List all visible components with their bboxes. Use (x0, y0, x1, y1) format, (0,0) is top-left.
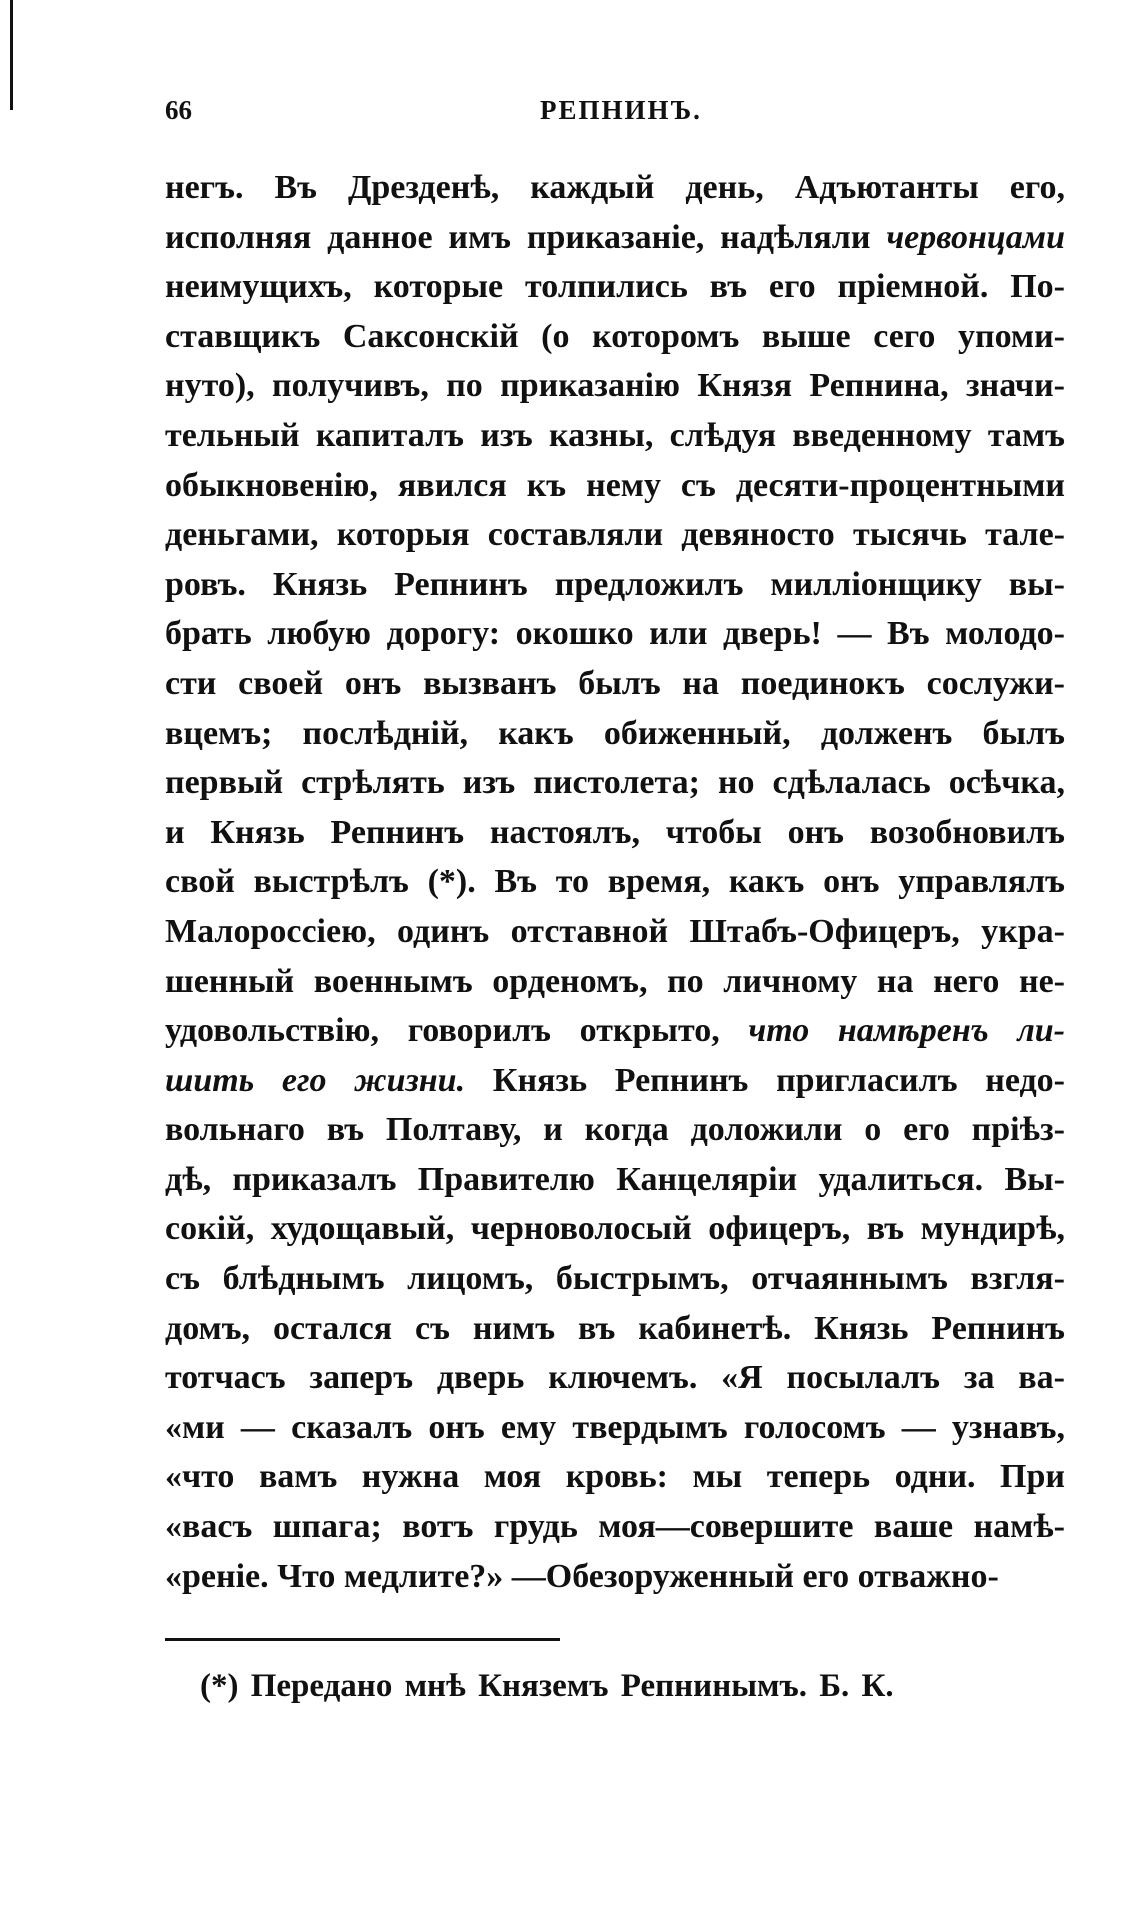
text-line (165, 808, 1065, 858)
text-line (165, 1552, 1065, 1602)
italic-phrase: червонцами (886, 218, 1065, 256)
text-line (165, 1006, 1065, 1056)
text-segment: «ми — сказалъ онъ ему твердымъ голосомъ — узнавъ, (165, 1408, 1065, 1446)
text-segment: Малороссіею, одинъ отставной Штабъ-Офицеръ, укра- (165, 912, 1065, 950)
text-line (165, 411, 1065, 461)
text-segment: сти своей онъ вызванъ былъ на поединокъ сослужи- (165, 664, 1065, 702)
text-segment: дѣ, приказалъ Правителю Канцеляріи удалиться. Вы- (165, 1160, 1065, 1198)
text-line (165, 1155, 1065, 1205)
text-line (165, 213, 1065, 263)
text-line (165, 957, 1065, 1007)
text-segment: шенный военнымъ орденомъ, по личному на него не- (165, 962, 1065, 1000)
text-line (165, 262, 1065, 312)
text-segment: обыкновенію, явился къ нему съ десяти-процентными (165, 466, 1065, 504)
text-line (165, 1204, 1065, 1254)
page-header (165, 95, 1065, 135)
text-line (165, 510, 1065, 560)
text-segment: деньгами, которыя составляли девяносто тысячь тале- (165, 516, 1065, 554)
text-segment: тельный капиталъ изъ казны, слѣдуя введенному тамъ (165, 416, 1065, 454)
page-number: 66 (165, 95, 192, 125)
text-line (165, 1254, 1065, 1304)
text-line (165, 709, 1065, 759)
text-segment: вцемъ; послѣдній, какъ обиженный, долженъ былъ (165, 714, 1065, 752)
text-segment: нуто), получивъ, по приказанію Князя Репнина, значи- (165, 367, 1065, 405)
text-line (165, 560, 1065, 610)
footnote: (*) Передано мнѣ Княземъ Репнинымъ. Б. К. (200, 1668, 894, 1704)
text-line (165, 1353, 1065, 1403)
text-segment: сокій, худощавый, черноволосый офицеръ, въ мундирѣ, (165, 1210, 1065, 1248)
text-segment: ровъ. Князь Репнинъ предложилъ милліонщику вы- (165, 565, 1065, 603)
text-line (165, 1304, 1065, 1354)
text-line (165, 857, 1065, 907)
running-head: РЕПНИНЪ. (540, 95, 702, 125)
italic-phrase: что намѣренъ ли- (748, 1012, 1065, 1050)
text-line (165, 758, 1065, 808)
text-line (165, 361, 1065, 411)
text-line (165, 1056, 1065, 1106)
text-segment: и Князь Репнинъ настоялъ, чтобы онъ возобновилъ (165, 813, 1065, 851)
text-segment: тотчасъ заперъ дверь ключемъ. «Я посылалъ за ва- (165, 1359, 1065, 1397)
text-line (165, 312, 1065, 362)
text-segment: свой выстрѣлъ (*). Въ то время, какъ онъ управлялъ (165, 863, 1065, 901)
text-segment: неимущихъ, которые толпились въ его пріемной. По- (165, 268, 1065, 306)
text-line (165, 609, 1065, 659)
text-line (165, 163, 1065, 213)
text-segment: «реніе. Что медлите?» —Обезоруженный его отважно- (165, 1557, 999, 1595)
text-segment: первый стрѣлять изъ пистолета; но сдѣлалась осѣчка, (165, 764, 1065, 802)
text-segment: брать любую дорогу: окошко или дверь! — Въ молодо- (165, 615, 1065, 653)
text-segment: «васъ шпага; вотъ грудь моя—совершите ваше намѣ- (165, 1508, 1065, 1546)
text-segment: «что вамъ нужна моя кровь: мы теперь одни. При (165, 1458, 1065, 1496)
text-line (165, 659, 1065, 709)
footnote-rule (165, 1638, 560, 1641)
text-line (165, 907, 1065, 957)
text-segment: вольнаго въ Полтаву, и когда доложили о его прiѣз- (165, 1111, 1065, 1149)
italic-phrase: шить его жизни. (165, 1061, 466, 1099)
text-segment: исполняя данное имъ приказаніе, надѣляли (165, 218, 887, 256)
text-line (165, 1452, 1065, 1502)
text-line (165, 1105, 1065, 1155)
text-line (165, 461, 1065, 511)
text-segment: удовольствію, говорилъ открыто, (165, 1012, 749, 1050)
body-text (165, 163, 1065, 1601)
page-edge-border (10, 0, 13, 110)
text-line (165, 1502, 1065, 1552)
text-line (165, 1403, 1065, 1453)
text-segment: съ блѣднымъ лицомъ, быстрымъ, отчаяннымъ взгля- (165, 1260, 1065, 1298)
text-segment: негъ. Въ Дрезденѣ, каждый день, Адъютанты его, (165, 169, 1065, 206)
text-segment: ставщикъ Саксонскій (о которомъ выше сего упоми- (165, 317, 1065, 355)
text-segment: Князь Репнинъ пригласилъ недо- (465, 1061, 1065, 1099)
text-segment: домъ, остался съ нимъ въ кабинетѣ. Князь Репнинъ (165, 1309, 1065, 1347)
